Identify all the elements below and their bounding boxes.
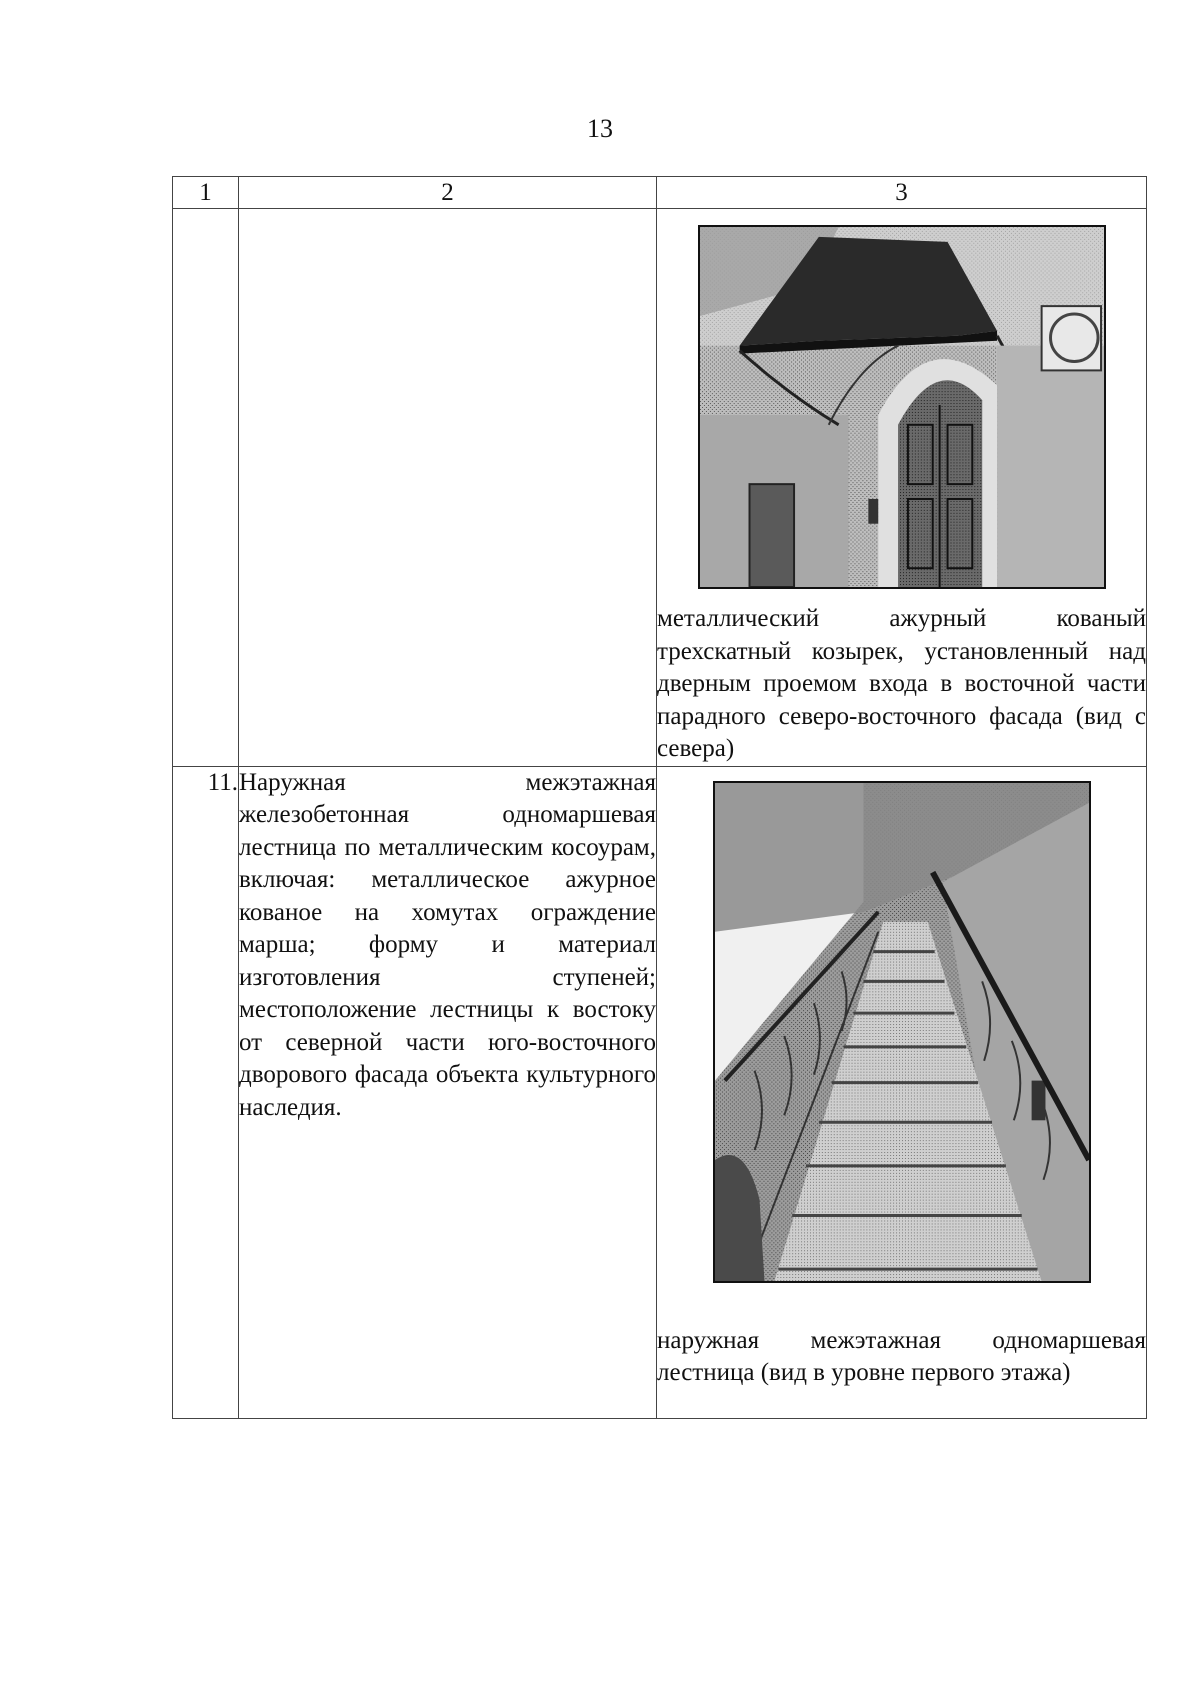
row-number [173, 209, 239, 767]
page-number: 13 [587, 114, 613, 143]
table-row [173, 209, 1147, 767]
entrance-canopy-photo [698, 225, 1106, 589]
figure-cell [657, 209, 1147, 767]
column-header-3: 3 [657, 177, 1147, 209]
row-number: 11. [173, 766, 239, 1418]
table-row [173, 766, 1147, 1418]
photo-caption: наружная межэтажная одномаршевая лестница (вид в уровне первого этажа) [657, 1326, 1146, 1386]
photo-caption: металлический ажурный кованый трехскатный козырек, установленный над дверным проемом входа в восточной части парадного северо-восточного фасада (вид с севера) [657, 605, 1146, 762]
staircase-photo [713, 781, 1091, 1283]
figure-cell [657, 766, 1147, 1418]
row-description: Наружная межэтажная железобетонная одномаршевая лестница по металлическим косоурам, включая: металлическое ажурное кованое на хомутах ограждение марша; форму и материал изготовления ступеней; местоположение лестницы к востоку от северной части юго-восточного дворового фасада объекта культурного наследия. [239, 766, 657, 1418]
table-header-row [173, 177, 1147, 209]
heritage-elements-table [172, 176, 1147, 1419]
column-header-2: 2 [239, 177, 657, 209]
column-header-1: 1 [173, 177, 239, 209]
row-description [239, 209, 657, 767]
